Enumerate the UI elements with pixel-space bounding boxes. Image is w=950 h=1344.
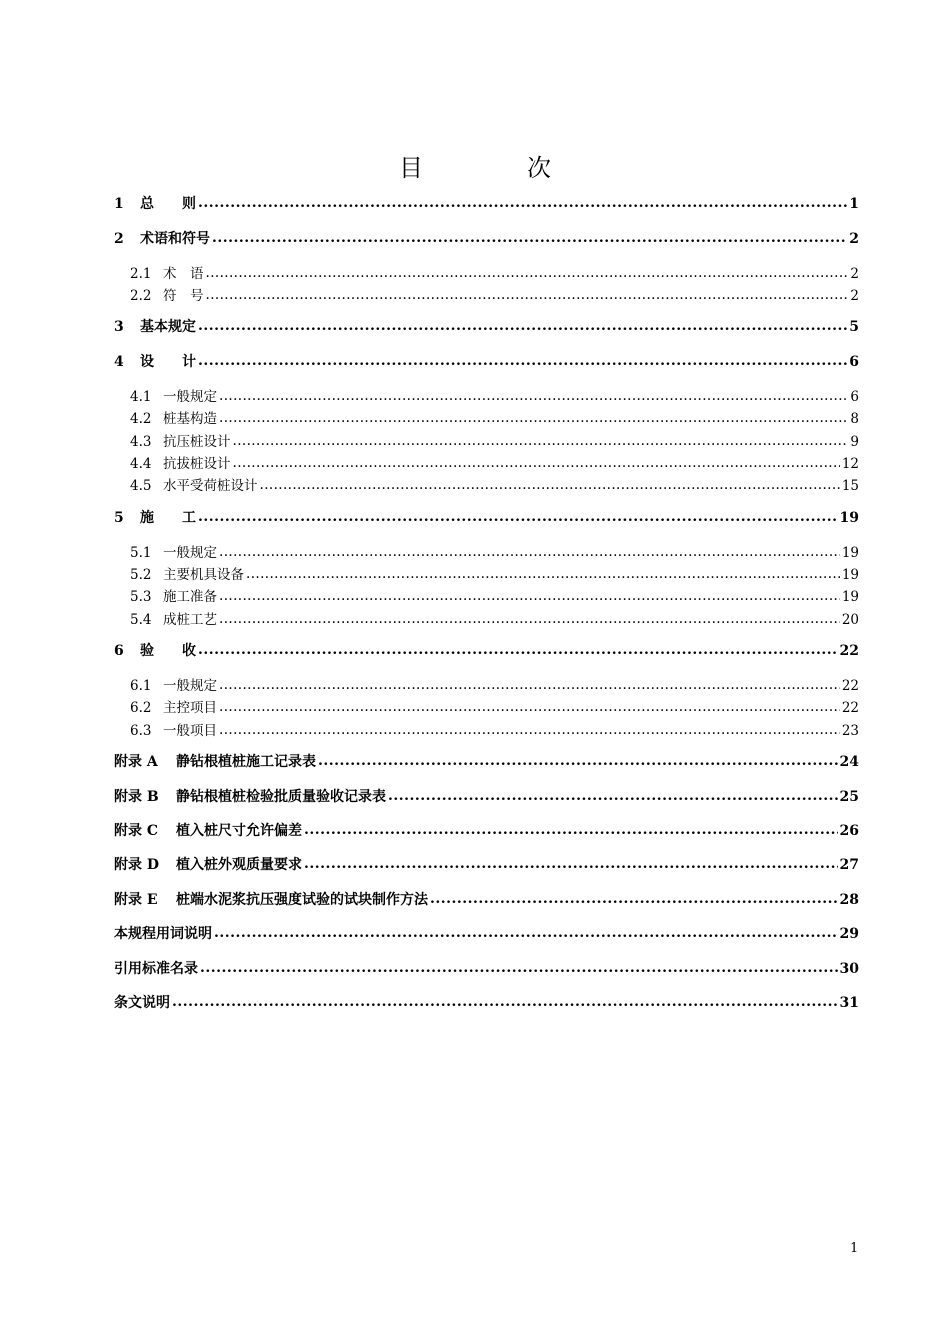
- toc-number: 4.4: [130, 456, 152, 472]
- toc-number: 5: [114, 510, 124, 526]
- toc-number: 2.2: [130, 288, 152, 304]
- toc-number: 4: [114, 354, 124, 370]
- toc-label: 引用标准名录: [114, 961, 198, 977]
- toc-label: 静钻根植桩施工记录表: [176, 754, 316, 770]
- toc-label: 术 语: [163, 266, 204, 282]
- toc-label: 术语和符号: [140, 231, 210, 247]
- toc-number: 4.1: [130, 389, 152, 405]
- toc-label: 植入桩外观质量要求: [176, 857, 302, 873]
- toc-label: 一般项目: [163, 723, 217, 739]
- toc-entry[interactable]: [114, 889, 859, 909]
- toc-number: 5.4: [130, 612, 152, 628]
- toc-entry[interactable]: [114, 992, 859, 1012]
- toc-label: 一般规定: [163, 545, 217, 561]
- toc-number: 3: [114, 319, 124, 335]
- leader-dots: [304, 856, 838, 872]
- toc-page: 22: [841, 700, 859, 716]
- toc-page: 19: [841, 589, 859, 605]
- leader-dots: [206, 287, 848, 303]
- toc-label: 植入桩尺寸允许偏差: [176, 823, 302, 839]
- toc-page: 28: [839, 892, 859, 908]
- toc-number: 6.2: [130, 700, 152, 716]
- toc-number: 附录 C: [114, 823, 159, 839]
- leader-dots: [198, 642, 838, 658]
- toc-label: 条文说明: [114, 995, 170, 1011]
- leader-dots: [430, 891, 838, 907]
- toc-number: 附录 E: [114, 892, 158, 908]
- leader-dots: [212, 230, 847, 246]
- leader-dots: [304, 822, 838, 838]
- toc-number: 4.5: [130, 478, 152, 494]
- toc-entry[interactable]: [114, 228, 859, 248]
- toc-entry[interactable]: [114, 786, 859, 806]
- leader-dots: [219, 588, 840, 604]
- toc-label: 桩端水泥浆抗压强度试验的试块制作方法: [176, 892, 428, 908]
- leader-dots: [219, 611, 840, 627]
- toc-label: 施工准备: [163, 589, 217, 605]
- leader-dots: [206, 265, 848, 281]
- toc-number: 4.2: [130, 411, 152, 427]
- toc-number: 附录 B: [114, 789, 159, 805]
- toc-number: 2: [114, 231, 124, 247]
- toc-number: 6.3: [130, 723, 152, 739]
- toc-label: 本规程用词说明: [114, 926, 212, 942]
- toc-entry[interactable]: [114, 854, 859, 874]
- toc-number: 2.1: [130, 266, 152, 282]
- toc-entry[interactable]: [130, 430, 859, 450]
- toc-entry[interactable]: [130, 452, 859, 472]
- leader-dots: [198, 318, 847, 334]
- toc-entry[interactable]: [130, 474, 859, 494]
- leader-dots: [219, 410, 847, 426]
- toc-page: 30: [839, 961, 859, 977]
- toc-page: 2: [850, 266, 859, 282]
- leader-dots: [219, 677, 840, 693]
- toc-entry[interactable]: [130, 719, 859, 739]
- toc-page: 9: [850, 434, 859, 450]
- toc-number: 附录 D: [114, 857, 160, 873]
- toc-entry[interactable]: [114, 640, 859, 660]
- toc-page: 26: [839, 823, 859, 839]
- toc-entry[interactable]: [114, 958, 859, 978]
- toc-entry[interactable]: [130, 284, 859, 304]
- toc-page: 19: [841, 567, 859, 583]
- toc-page: 6: [849, 354, 859, 370]
- toc-label: 一般规定: [163, 678, 217, 694]
- leader-dots: [219, 388, 847, 404]
- page-number: 1: [850, 1241, 859, 1256]
- toc-page: 22: [839, 643, 859, 659]
- toc-entry[interactable]: [114, 351, 859, 371]
- toc-entry[interactable]: [130, 674, 859, 694]
- leader-dots: [172, 994, 838, 1010]
- toc-label: 主控项目: [163, 700, 217, 716]
- leader-dots: [200, 960, 838, 976]
- toc-label: 一般规定: [163, 389, 217, 405]
- toc-entry[interactable]: [114, 923, 859, 943]
- toc-entry[interactable]: [130, 585, 859, 605]
- toc-page: 8: [850, 411, 859, 427]
- toc-label: 抗拔桩设计: [163, 456, 231, 472]
- toc-page: 20: [841, 612, 859, 628]
- toc-page: 23: [841, 723, 859, 739]
- toc-label: 抗压桩设计: [163, 434, 231, 450]
- toc-entry[interactable]: [130, 696, 859, 716]
- toc-label: 成桩工艺: [163, 612, 217, 628]
- toc-label: 验 收: [140, 643, 196, 659]
- toc-entry[interactable]: [114, 507, 859, 527]
- toc-entry[interactable]: [114, 193, 859, 213]
- toc-page: 12: [841, 456, 859, 472]
- toc-page: 29: [839, 926, 859, 942]
- toc-number: 6: [114, 643, 124, 659]
- toc-number: 6.1: [130, 678, 152, 694]
- leader-dots: [318, 753, 838, 769]
- leader-dots: [260, 477, 840, 493]
- toc-number: 5.2: [130, 567, 152, 583]
- leader-dots: [233, 455, 840, 471]
- toc-entry[interactable]: [114, 751, 859, 771]
- toc-page: 27: [839, 857, 859, 873]
- toc-number: 5.1: [130, 545, 152, 561]
- toc-entry[interactable]: [130, 608, 859, 628]
- toc-entry[interactable]: [130, 541, 859, 561]
- toc-page: 24: [839, 754, 859, 770]
- toc-page: 31: [839, 995, 859, 1011]
- toc-page: 22: [841, 678, 859, 694]
- toc-entry[interactable]: [130, 563, 859, 583]
- leader-dots: [219, 699, 840, 715]
- toc-page: 1: [849, 196, 859, 212]
- toc-label: 符 号: [163, 288, 204, 304]
- leader-dots: [214, 925, 838, 941]
- toc-entry[interactable]: [130, 407, 859, 427]
- leader-dots: [198, 509, 838, 525]
- toc-page: 19: [839, 510, 859, 526]
- toc-page: 5: [849, 319, 859, 335]
- toc-entry[interactable]: [130, 385, 859, 405]
- leader-dots: [219, 544, 840, 560]
- toc-number: 5.3: [130, 589, 152, 605]
- toc-number: 附录 A: [114, 754, 158, 770]
- toc-label: 总 则: [140, 196, 196, 212]
- leader-dots: [219, 722, 840, 738]
- toc-label: 施 工: [140, 510, 196, 526]
- toc-label: 设 计: [140, 354, 196, 370]
- leader-dots: [198, 195, 847, 211]
- toc-page: 2: [850, 288, 859, 304]
- toc-page: 15: [841, 478, 859, 494]
- toc-page: 6: [850, 389, 859, 405]
- toc-label: 静钻根植桩检验批质量验收记录表: [176, 789, 386, 805]
- toc-label: 主要机具设备: [163, 567, 244, 583]
- leader-dots: [198, 353, 847, 369]
- toc-label: 水平受荷桩设计: [163, 478, 258, 494]
- page-title: 目 次: [399, 154, 591, 182]
- toc-label: 基本规定: [140, 319, 196, 335]
- leader-dots: [246, 566, 840, 582]
- toc-entry[interactable]: [114, 316, 859, 336]
- leader-dots: [233, 433, 848, 449]
- toc-entry[interactable]: [114, 820, 859, 840]
- toc-number: 4.3: [130, 434, 152, 450]
- toc-entry[interactable]: [130, 262, 859, 282]
- toc-label: 桩基构造: [163, 411, 217, 427]
- toc-page: 2: [849, 231, 859, 247]
- toc-page: 19: [841, 545, 859, 561]
- toc-number: 1: [114, 196, 124, 212]
- leader-dots: [388, 788, 838, 804]
- toc-page: 25: [839, 789, 859, 805]
